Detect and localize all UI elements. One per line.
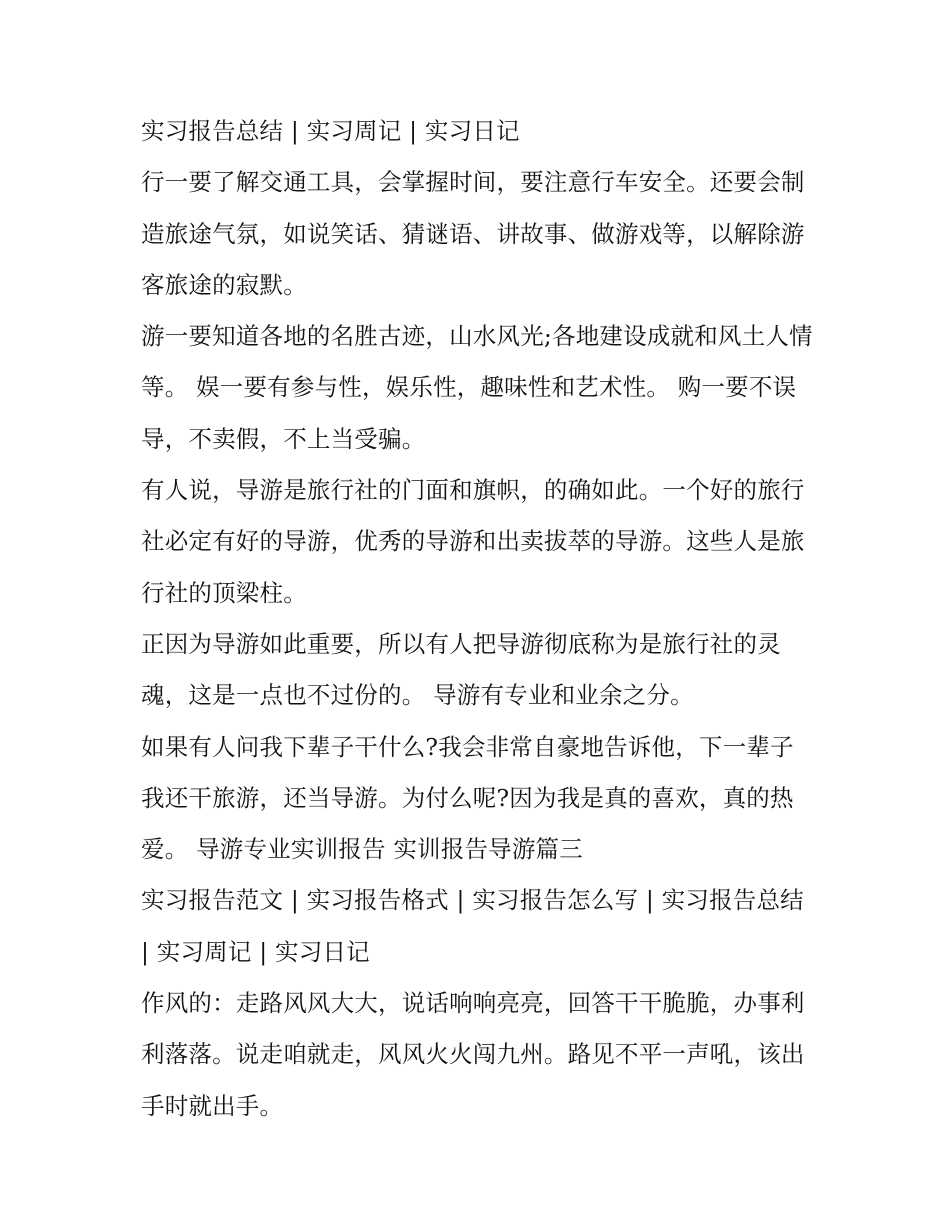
paragraph-guide-soul: 正因为导游如此重要，所以有人把导游彻底称为是旅行社的灵魂，这是一点也不过份的。 导游有专业和业余之分。 xyxy=(141,629,781,710)
paragraph-sightseeing: 游一要知道各地的名胜古迹，山水风光;各地建设成就和风土人情等。 娱一要有参与性，娱乐性，趣味性和艺术性。 购一要不误导，不卖假，不上当受骗。 xyxy=(141,322,813,453)
paragraph-guide-importance: 有人说，导游是旅行社的门面和旗帜，的确如此。一个好的旅行社必定有好的导游，优秀的导游和出卖拔萃的导游。这些人是旅行社的顶梁柱。 xyxy=(141,476,805,607)
paragraph-report-links: 实习报告总结 | 实习周记 | 实习日记 xyxy=(141,117,520,145)
paragraph-report-links-2: 实习报告范文 | 实习报告格式 | 实习报告怎么写 | 实习报告总结 | 实习周记 | 实习日记 xyxy=(141,886,804,966)
paragraph-next-life: 如果有人问我下辈子干什么?我会非常自豪地告诉他，下一辈子我还干旅游，还当导游。为付么呢?因为我是真的喜欢，真的热爱。 导游专业实训报告 实训报告导游篇三 xyxy=(141,732,794,864)
paragraph-transport: 行一要了解交通工具，会掌握时间，要注意行车安全。还要会制造旅途气氛，如说笑话、猜谜语、讲故事、做游戏等，以解除游客旅途的寂默。 xyxy=(141,168,805,299)
paragraph-work-style: 作风的：走路风风大大，说话响响亮亮，回答干干脆脆，办事利利落落。说走咱就走，风风火火闯九州。路见不平一声吼，该出手时就出手。 xyxy=(141,989,805,1120)
document-body xyxy=(141,106,813,1132)
